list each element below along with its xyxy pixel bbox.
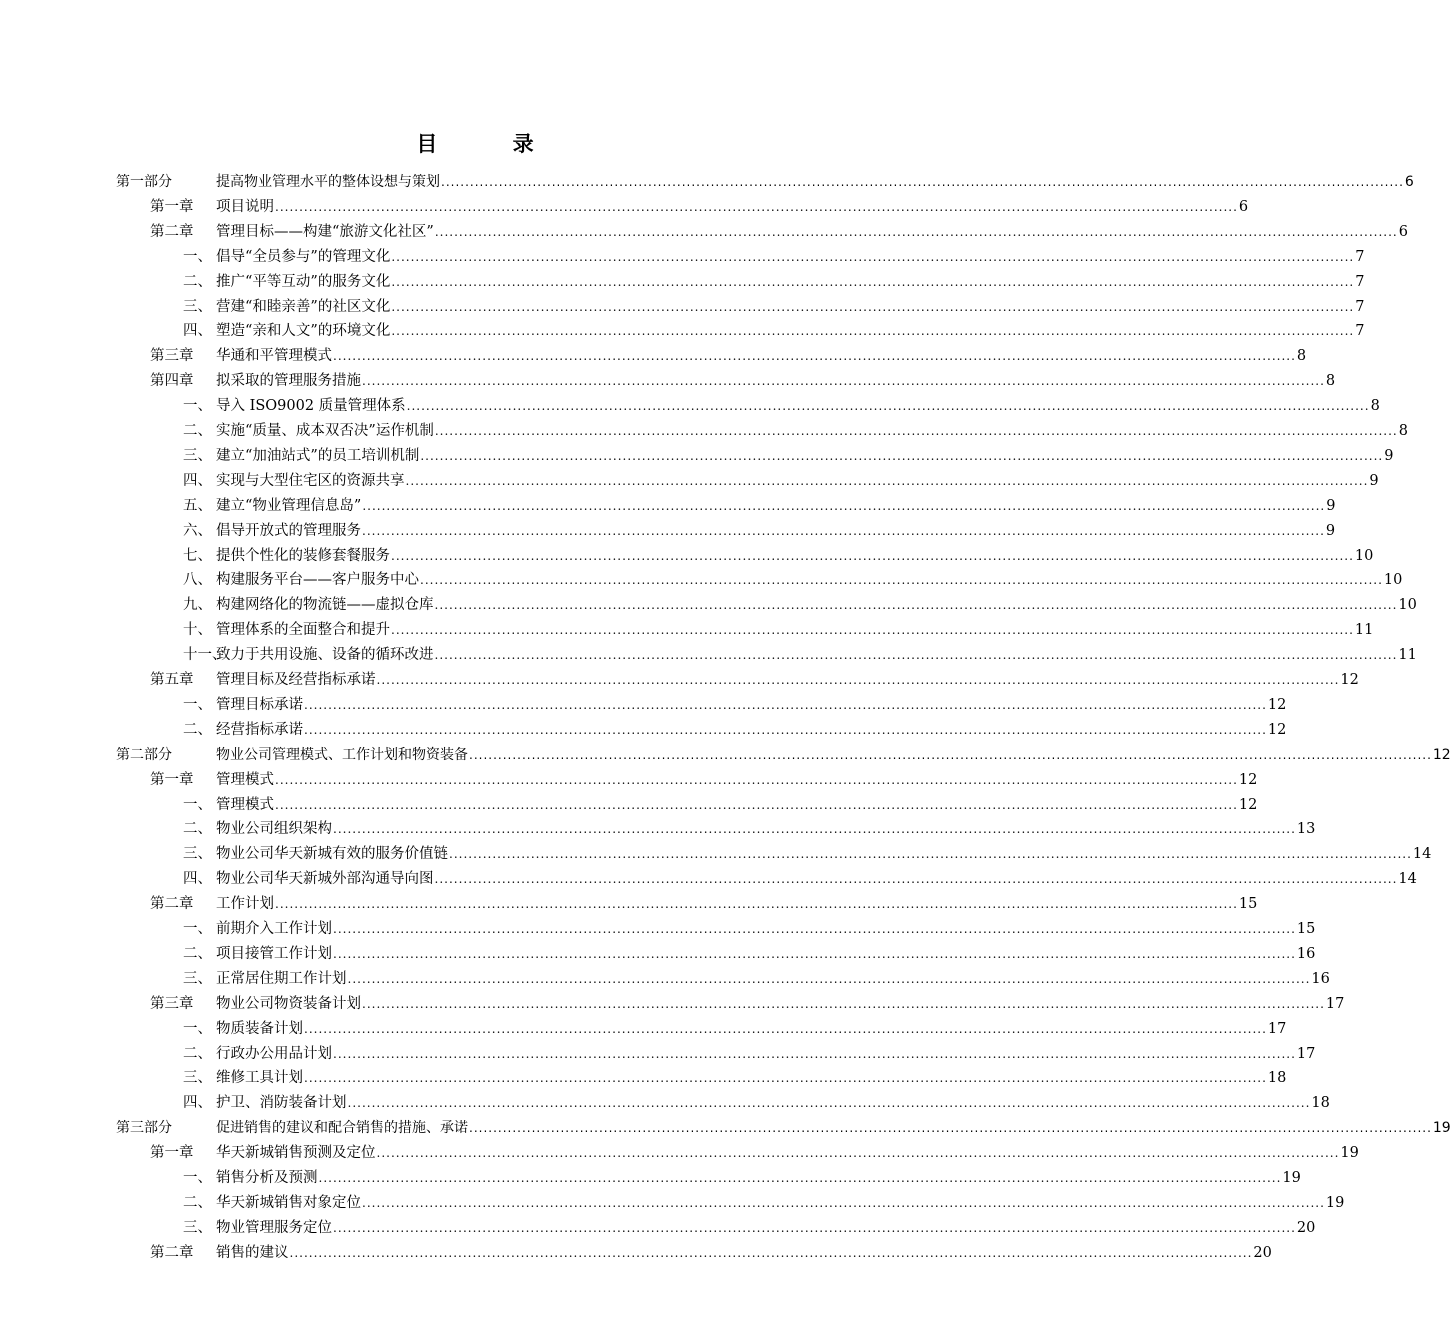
dot-leader: ........................................................................................................................................................................................................ (362, 1195, 1325, 1210)
dot-leader: ........................................................................................................................................................................................................ (333, 1220, 1296, 1235)
dot-leader: ........................................................................................................................................................................................................ (275, 772, 1238, 787)
toc-entry-title: 实施“质量、成本双否决”运作机制 (216, 423, 434, 439)
toc-page-number: 17 (1267, 1020, 1287, 1037)
toc-entry-line (216, 494, 1336, 519)
toc-entry-section[interactable] (0, 270, 1365, 295)
toc-page-number: 8 (1296, 348, 1307, 365)
toc-entry-line (216, 544, 1374, 569)
dot-leader: ........................................................................................................................................................................................................ (405, 473, 1369, 488)
toc-entry-line (216, 394, 1380, 419)
toc-entry-section[interactable] (0, 245, 1365, 270)
dot-leader: ........................................................................................................................................................................................................ (318, 1171, 1282, 1185)
toc-entry-line (216, 1066, 1287, 1091)
toc-page-number: 9 (1325, 522, 1336, 539)
dot-leader: ........................................................................................................................................................................................................ (362, 996, 1325, 1011)
toc-entry-section[interactable] (0, 568, 1403, 593)
dot-leader: ........................................................................................................................................................................................................ (362, 523, 1325, 538)
toc-page-number: 16 (1311, 970, 1330, 987)
toc-entry-chapter[interactable] (0, 892, 1258, 917)
toc-entry-number: 三、 (183, 447, 212, 464)
dot-leader: ........................................................................................................................................................................................................ (376, 1146, 1340, 1161)
toc-entry-title: 物业公司组织架构 (216, 821, 332, 838)
toc-entry-number: 四、 (183, 472, 212, 489)
toc-page-number: 19 (1432, 1120, 1451, 1137)
toc-page-number: 18 (1267, 1070, 1287, 1087)
toc-entry-number: 一、 (183, 248, 212, 265)
dot-leader: ........................................................................................................................................................................................................ (275, 897, 1238, 912)
toc-entry-title: 管理目标及经营指标承诺 (216, 672, 376, 688)
toc-entry-number: 十一、 (183, 647, 227, 664)
toc-entry-title: 工作计划 (216, 896, 274, 913)
toc-entry-title: 塑造“亲和人文”的环境文化 (216, 323, 391, 340)
toc-page-number: 17 (1296, 1045, 1316, 1062)
toc-entry-number: 第四章 (150, 373, 194, 390)
toc-entry-number: 第五章 (150, 672, 194, 688)
dot-leader: ........................................................................................................................................................................................................ (391, 299, 1355, 314)
toc-entry-line (216, 195, 1249, 220)
toc-entry-line (216, 1017, 1287, 1042)
dot-leader: ........................................................................................................................................................................................................ (420, 573, 1383, 588)
dot-leader: ........................................................................................................................................................................................................ (333, 349, 1296, 364)
toc-page-number: 12 (1267, 721, 1287, 738)
toc-entry-title: 建立“加油站式”的员工培训机制 (216, 447, 420, 464)
toc-entry-section[interactable] (0, 469, 1379, 494)
toc-entry-title: 管理模式 (216, 771, 274, 788)
toc-entry-chapter[interactable] (0, 768, 1258, 793)
toc-entry-title: 行政办公用品计划 (216, 1045, 332, 1062)
dot-leader: ........................................................................................................................................................................................................ (376, 673, 1340, 687)
toc-entry-chapter[interactable] (0, 195, 1249, 220)
toc-page-number: 11 (1354, 622, 1374, 639)
toc-entry-number: 九、 (183, 597, 212, 614)
toc-entry-line (216, 568, 1403, 593)
toc-entry-chapter[interactable] (0, 1241, 1272, 1266)
toc-page-number: 20 (1253, 1244, 1272, 1261)
toc-entry-line (216, 519, 1336, 544)
toc-entry-title: 倡导“全员参与”的管理文化 (216, 248, 391, 265)
toc-entry-chapter[interactable] (0, 1141, 1359, 1166)
toc-entry-chapter[interactable] (0, 992, 1345, 1017)
toc-entry-section[interactable] (0, 867, 1417, 892)
toc-page-number: 12 (1238, 771, 1258, 788)
toc-entry-chapter[interactable] (0, 220, 1408, 245)
toc-page-number: 6 (1398, 223, 1408, 240)
dot-leader: ........................................................................................................................................................................................................ (362, 374, 1325, 389)
toc-entry-line (216, 942, 1316, 967)
toc-entry-line (216, 867, 1417, 892)
toc-entry-line (216, 743, 1451, 768)
toc-entry-section[interactable] (0, 942, 1316, 967)
toc-entry-line (216, 220, 1408, 245)
toc-entry-line (216, 295, 1365, 320)
toc-entry-title: 维修工具计划 (216, 1070, 303, 1087)
toc-entry-title: 物业公司华天新城外部沟通导向图 (216, 871, 434, 888)
toc-entry-title: 前期介入工作计划 (216, 921, 332, 937)
toc-entry-section[interactable] (0, 1216, 1316, 1241)
dot-leader: ........................................................................................................................................................................................................ (391, 324, 1355, 339)
toc-entry-title: 管理目标承诺 (216, 696, 303, 713)
toc-entry-section[interactable] (0, 817, 1316, 842)
toc-entry-line (216, 593, 1417, 618)
dot-leader: ........................................................................................................................................................................................................ (391, 623, 1354, 638)
dot-leader: ........................................................................................................................................................................................................ (275, 797, 1238, 812)
toc-entry-section[interactable] (0, 643, 1417, 668)
toc-entry-number: 二、 (183, 1194, 212, 1211)
toc-entry-number: 第三章 (150, 348, 194, 365)
toc-page-number: 19 (1282, 1170, 1301, 1186)
dot-leader: ........................................................................................................................................................................................................ (469, 1121, 1432, 1136)
toc-entry-number: 第二章 (150, 896, 194, 913)
toc-entry-title: 销售的建议 (216, 1244, 289, 1261)
toc-entry-section[interactable] (0, 319, 1365, 344)
toc-entry-chapter[interactable] (0, 369, 1336, 394)
dot-leader: ........................................................................................................................................................................................................ (449, 847, 1412, 862)
dot-leader: ........................................................................................................................................................................................................ (275, 199, 1238, 214)
toc-entry-line (216, 270, 1365, 295)
toc-entry-section[interactable] (0, 1042, 1316, 1067)
toc-entry-title: 营建“和睦亲善”的社区文化 (216, 298, 391, 315)
toc-page-number: 7 (1355, 298, 1365, 315)
dot-leader: ........................................................................................................................................................................................................ (304, 722, 1267, 737)
toc-entry-section[interactable] (0, 917, 1316, 942)
dot-leader: ........................................................................................................................................................................................................ (434, 598, 1398, 613)
toc-entry-section[interactable] (0, 618, 1374, 643)
toc-entry-title: 物业公司物资装备计划 (216, 995, 361, 1012)
toc-entry-title: 提供个性化的装修套餐服务 (216, 547, 390, 564)
dot-leader: ........................................................................................................................................................................................................ (434, 872, 1398, 887)
toc-entry-number: 二、 (183, 273, 212, 290)
toc-entry-title: 建立“物业管理信息岛” (216, 497, 362, 514)
toc-entry-section[interactable] (0, 593, 1417, 618)
toc-entry-title: 项目说明 (216, 198, 274, 215)
toc-entry-title: 管理目标——构建“旅游文化社区” (216, 223, 434, 240)
toc-entry-title: 华通和平管理模式 (216, 348, 332, 365)
toc-entry-number: 三、 (183, 298, 212, 315)
toc-entry-title: 华天新城销售对象定位 (216, 1194, 361, 1211)
toc-page-number: 20 (1296, 1219, 1316, 1236)
toc-entry-line (216, 842, 1432, 867)
toc-entry-number: 三、 (183, 1070, 212, 1087)
toc-entry-section[interactable] (0, 1091, 1330, 1116)
toc-entry-line (216, 344, 1307, 369)
toc-entry-title: 构建网络化的物流链——虚拟仓库 (216, 597, 434, 614)
toc-entry-title: 导入 ISO9002 质量管理体系 (216, 398, 406, 415)
toc-entry-number: 一、 (183, 1020, 212, 1037)
toc-entry-section[interactable] (0, 718, 1287, 743)
toc-entry-title: 促进销售的建议和配合销售的措施、承诺 (216, 1120, 468, 1137)
toc-page-number: 10 (1354, 547, 1374, 564)
toc-page-number: 15 (1296, 921, 1316, 937)
toc-entry-line (216, 817, 1316, 842)
toc-page-number: 19 (1340, 1145, 1359, 1162)
toc-page-number: 18 (1311, 1095, 1330, 1112)
dot-leader: ........................................................................................................................................................................................................ (391, 548, 1354, 563)
toc-entry-line (216, 170, 1414, 195)
dot-leader: ........................................................................................................................................................................................................ (469, 747, 1432, 762)
toc-entry-number: 七、 (183, 547, 212, 564)
toc-entry-number: 一、 (183, 1170, 212, 1186)
toc-entry-title: 管理体系的全面整合和提升 (216, 622, 390, 639)
toc-entry-chapter[interactable] (0, 344, 1307, 369)
toc-entry-title: 推广“平等互动”的服务文化 (216, 273, 391, 290)
toc-entry-part[interactable] (0, 170, 1414, 195)
toc-entry-line (216, 718, 1287, 743)
toc-entry-section[interactable] (0, 693, 1287, 718)
toc-entry-number: 五、 (183, 497, 212, 514)
toc-entry-number: 四、 (183, 871, 212, 888)
toc-entry-number: 第三部分 (116, 1120, 172, 1137)
toc-page-number: 6 (1238, 198, 1249, 215)
toc-entry-number: 一、 (183, 921, 212, 937)
toc-entry-chapter[interactable] (0, 668, 1359, 693)
toc-entry-title: 物质装备计划 (216, 1020, 303, 1037)
toc-entry-line (216, 967, 1330, 992)
dot-leader: ........................................................................................................................................................................................................ (333, 946, 1296, 961)
toc-entry-line (216, 693, 1287, 718)
toc-page-number: 8 (1370, 398, 1380, 415)
toc-entry-section[interactable] (0, 1191, 1345, 1216)
toc-page-number: 7 (1355, 248, 1365, 265)
toc-entry-part[interactable] (0, 1116, 1451, 1141)
toc-entry-number: 四、 (183, 1095, 212, 1112)
toc-page-number: 14 (1412, 846, 1432, 863)
toc-entry-line (216, 768, 1258, 793)
toc-entry-section[interactable] (0, 1066, 1287, 1091)
toc-page-number: 12 (1238, 796, 1258, 813)
dot-leader: ........................................................................................................................................................................................................ (289, 1245, 1253, 1260)
dot-leader: ........................................................................................................................................................................................................ (391, 274, 1355, 289)
toc-entry-section[interactable] (0, 394, 1380, 419)
toc-entry-line (216, 618, 1374, 643)
toc-page-number: 12 (1340, 672, 1359, 688)
toc-entry-section[interactable] (0, 793, 1258, 818)
toc-entry-number: 第一章 (150, 198, 194, 215)
dot-leader: ........................................................................................................................................................................................................ (333, 922, 1296, 936)
dot-leader: ........................................................................................................................................................................................................ (333, 822, 1296, 837)
toc-page-number: 6 (1404, 174, 1414, 190)
toc-entry-line (216, 1191, 1345, 1216)
toc-entry-number: 八、 (183, 572, 212, 589)
toc-page-number: 12 (1432, 746, 1451, 763)
toc-entry-number: 第二部分 (116, 746, 172, 763)
toc-entry-line (216, 992, 1345, 1017)
dot-leader: ........................................................................................................................................................................................................ (391, 249, 1355, 264)
toc-entry-title: 提高物业管理水平的整体设想与策划 (216, 174, 440, 190)
toc-entry-number: 四、 (183, 323, 212, 340)
dot-leader: ........................................................................................................................................................................................................ (347, 1096, 1311, 1111)
dot-leader: ........................................................................................................................................................................................................ (406, 399, 1370, 414)
toc-entry-title: 华天新城销售预测及定位 (216, 1145, 376, 1162)
dot-leader: ........................................................................................................................................................................................................ (434, 424, 1398, 438)
toc-entry-number: 一、 (183, 696, 212, 713)
toc-page-number: 13 (1296, 821, 1316, 838)
toc-entry-line (216, 1141, 1359, 1166)
dot-leader: ........................................................................................................................................................................................................ (420, 448, 1384, 463)
toc-entry-number: 二、 (183, 821, 212, 838)
toc-entry-title: 正常居住期工作计划 (216, 970, 347, 987)
toc-entry-section[interactable] (0, 1166, 1301, 1191)
toc-entry-title: 管理模式 (216, 796, 274, 813)
toc-entry-section[interactable] (0, 295, 1365, 320)
toc-entry-line (216, 892, 1258, 917)
toc-entry-number: 三、 (183, 970, 212, 987)
toc-entry-number: 第一部分 (116, 174, 172, 190)
toc-title: 目 录 (416, 132, 568, 156)
toc-entry-section[interactable] (0, 967, 1330, 992)
toc-page-number: 11 (1398, 647, 1417, 664)
toc-entry-title: 项目接管工作计划 (216, 945, 332, 962)
toc-entry-part[interactable] (0, 743, 1451, 768)
toc-entry-number: 三、 (183, 846, 212, 863)
toc-entry-title: 经营指标承诺 (216, 721, 303, 738)
toc-entry-title: 拟采取的管理服务措施 (216, 373, 361, 390)
dot-leader: ........................................................................................................................................................................................................ (304, 697, 1267, 712)
toc-entry-section[interactable] (0, 419, 1408, 444)
toc-entry-line (216, 1042, 1316, 1067)
toc-entry-number: 十、 (183, 622, 212, 639)
dot-leader: ........................................................................................................................................................................................................ (434, 648, 1398, 663)
toc-page-number: 9 (1326, 497, 1336, 514)
toc-entry-line (216, 668, 1359, 693)
toc-entry-title: 倡导开放式的管理服务 (216, 522, 361, 539)
toc-entry-section[interactable] (0, 842, 1432, 867)
toc-page-number: 9 (1384, 447, 1394, 464)
toc-page-number: 7 (1355, 273, 1365, 290)
toc-page-number: 9 (1369, 472, 1379, 489)
toc-entry-line (216, 643, 1417, 668)
toc-entry-title: 销售分析及预测 (216, 1170, 318, 1186)
toc-page-number: 16 (1296, 945, 1316, 962)
toc-entry-line (216, 1241, 1272, 1266)
toc-page-number: 12 (1267, 696, 1287, 713)
toc-entry-line (216, 1091, 1330, 1116)
toc-entry-line (216, 1116, 1451, 1141)
toc-entry-number: 二、 (183, 721, 212, 738)
toc-entry-number: 第一章 (150, 1145, 194, 1162)
toc-entry-number: 第二章 (150, 223, 194, 240)
toc-entry-line (216, 917, 1316, 942)
dot-leader: ........................................................................................................................................................................................................ (434, 224, 1398, 239)
toc-entry-number: 第二章 (150, 1244, 194, 1261)
dot-leader: ........................................................................................................................................................................................................ (347, 971, 1311, 986)
toc-entry-title: 实现与大型住宅区的资源共享 (216, 472, 405, 489)
toc-entry-line (216, 1166, 1301, 1191)
toc-page-number: 15 (1238, 896, 1258, 913)
toc-entry-section[interactable] (0, 1017, 1287, 1042)
toc-entry-section[interactable] (0, 519, 1336, 544)
toc-entry-number: 第一章 (150, 771, 194, 788)
toc-entry-number: 二、 (183, 945, 212, 962)
toc-entry-title: 护卫、消防装备计划 (216, 1095, 347, 1112)
toc-entry-title: 物业管理服务定位 (216, 1219, 332, 1236)
toc-page-number: 8 (1398, 423, 1408, 439)
toc-page-number: 10 (1398, 597, 1417, 614)
toc-entry-line (216, 1216, 1316, 1241)
toc-entry-title: 物业公司华天新城有效的服务价值链 (216, 846, 448, 863)
toc-entry-line (216, 319, 1365, 344)
toc-entry-line (216, 369, 1336, 394)
toc-page-number: 19 (1325, 1194, 1345, 1211)
toc-entry-number: 一、 (183, 796, 212, 813)
toc-entry-section[interactable] (0, 544, 1374, 569)
toc-entry-number: 三、 (183, 1219, 212, 1236)
toc-entry-title: 致力于共用设施、设备的循环改进 (216, 647, 434, 664)
dot-leader: ........................................................................................................................................................................................................ (362, 498, 1326, 513)
toc-entry-line (216, 419, 1408, 444)
dot-leader: ........................................................................................................................................................................................................ (441, 175, 1404, 189)
toc-page-number: 10 (1383, 572, 1403, 589)
toc-entry-line (216, 793, 1258, 818)
toc-entry-number: 二、 (183, 1045, 212, 1062)
toc-entry-section[interactable] (0, 494, 1336, 519)
toc-entry-line (216, 245, 1365, 270)
toc-entry-title: 物业公司管理模式、工作计划和物资装备 (216, 746, 468, 763)
toc-entry-number: 一、 (183, 398, 212, 415)
toc-page-number: 14 (1398, 871, 1417, 888)
toc-page-number: 17 (1325, 995, 1345, 1012)
toc-entry-section[interactable] (0, 444, 1394, 469)
toc-entry-number: 二、 (183, 423, 212, 439)
toc-page-number: 7 (1355, 323, 1365, 340)
toc-page-number: 8 (1325, 373, 1336, 390)
dot-leader: ........................................................................................................................................................................................................ (304, 1021, 1267, 1036)
toc-entry-number: 六、 (183, 522, 212, 539)
toc-entry-line (216, 444, 1394, 469)
dot-leader: ........................................................................................................................................................................................................ (333, 1046, 1296, 1061)
toc-entry-title: 构建服务平台——客户服务中心 (216, 572, 419, 589)
toc-entry-line (216, 469, 1379, 494)
dot-leader: ........................................................................................................................................................................................................ (304, 1071, 1267, 1086)
toc-entry-number: 第三章 (150, 995, 194, 1012)
